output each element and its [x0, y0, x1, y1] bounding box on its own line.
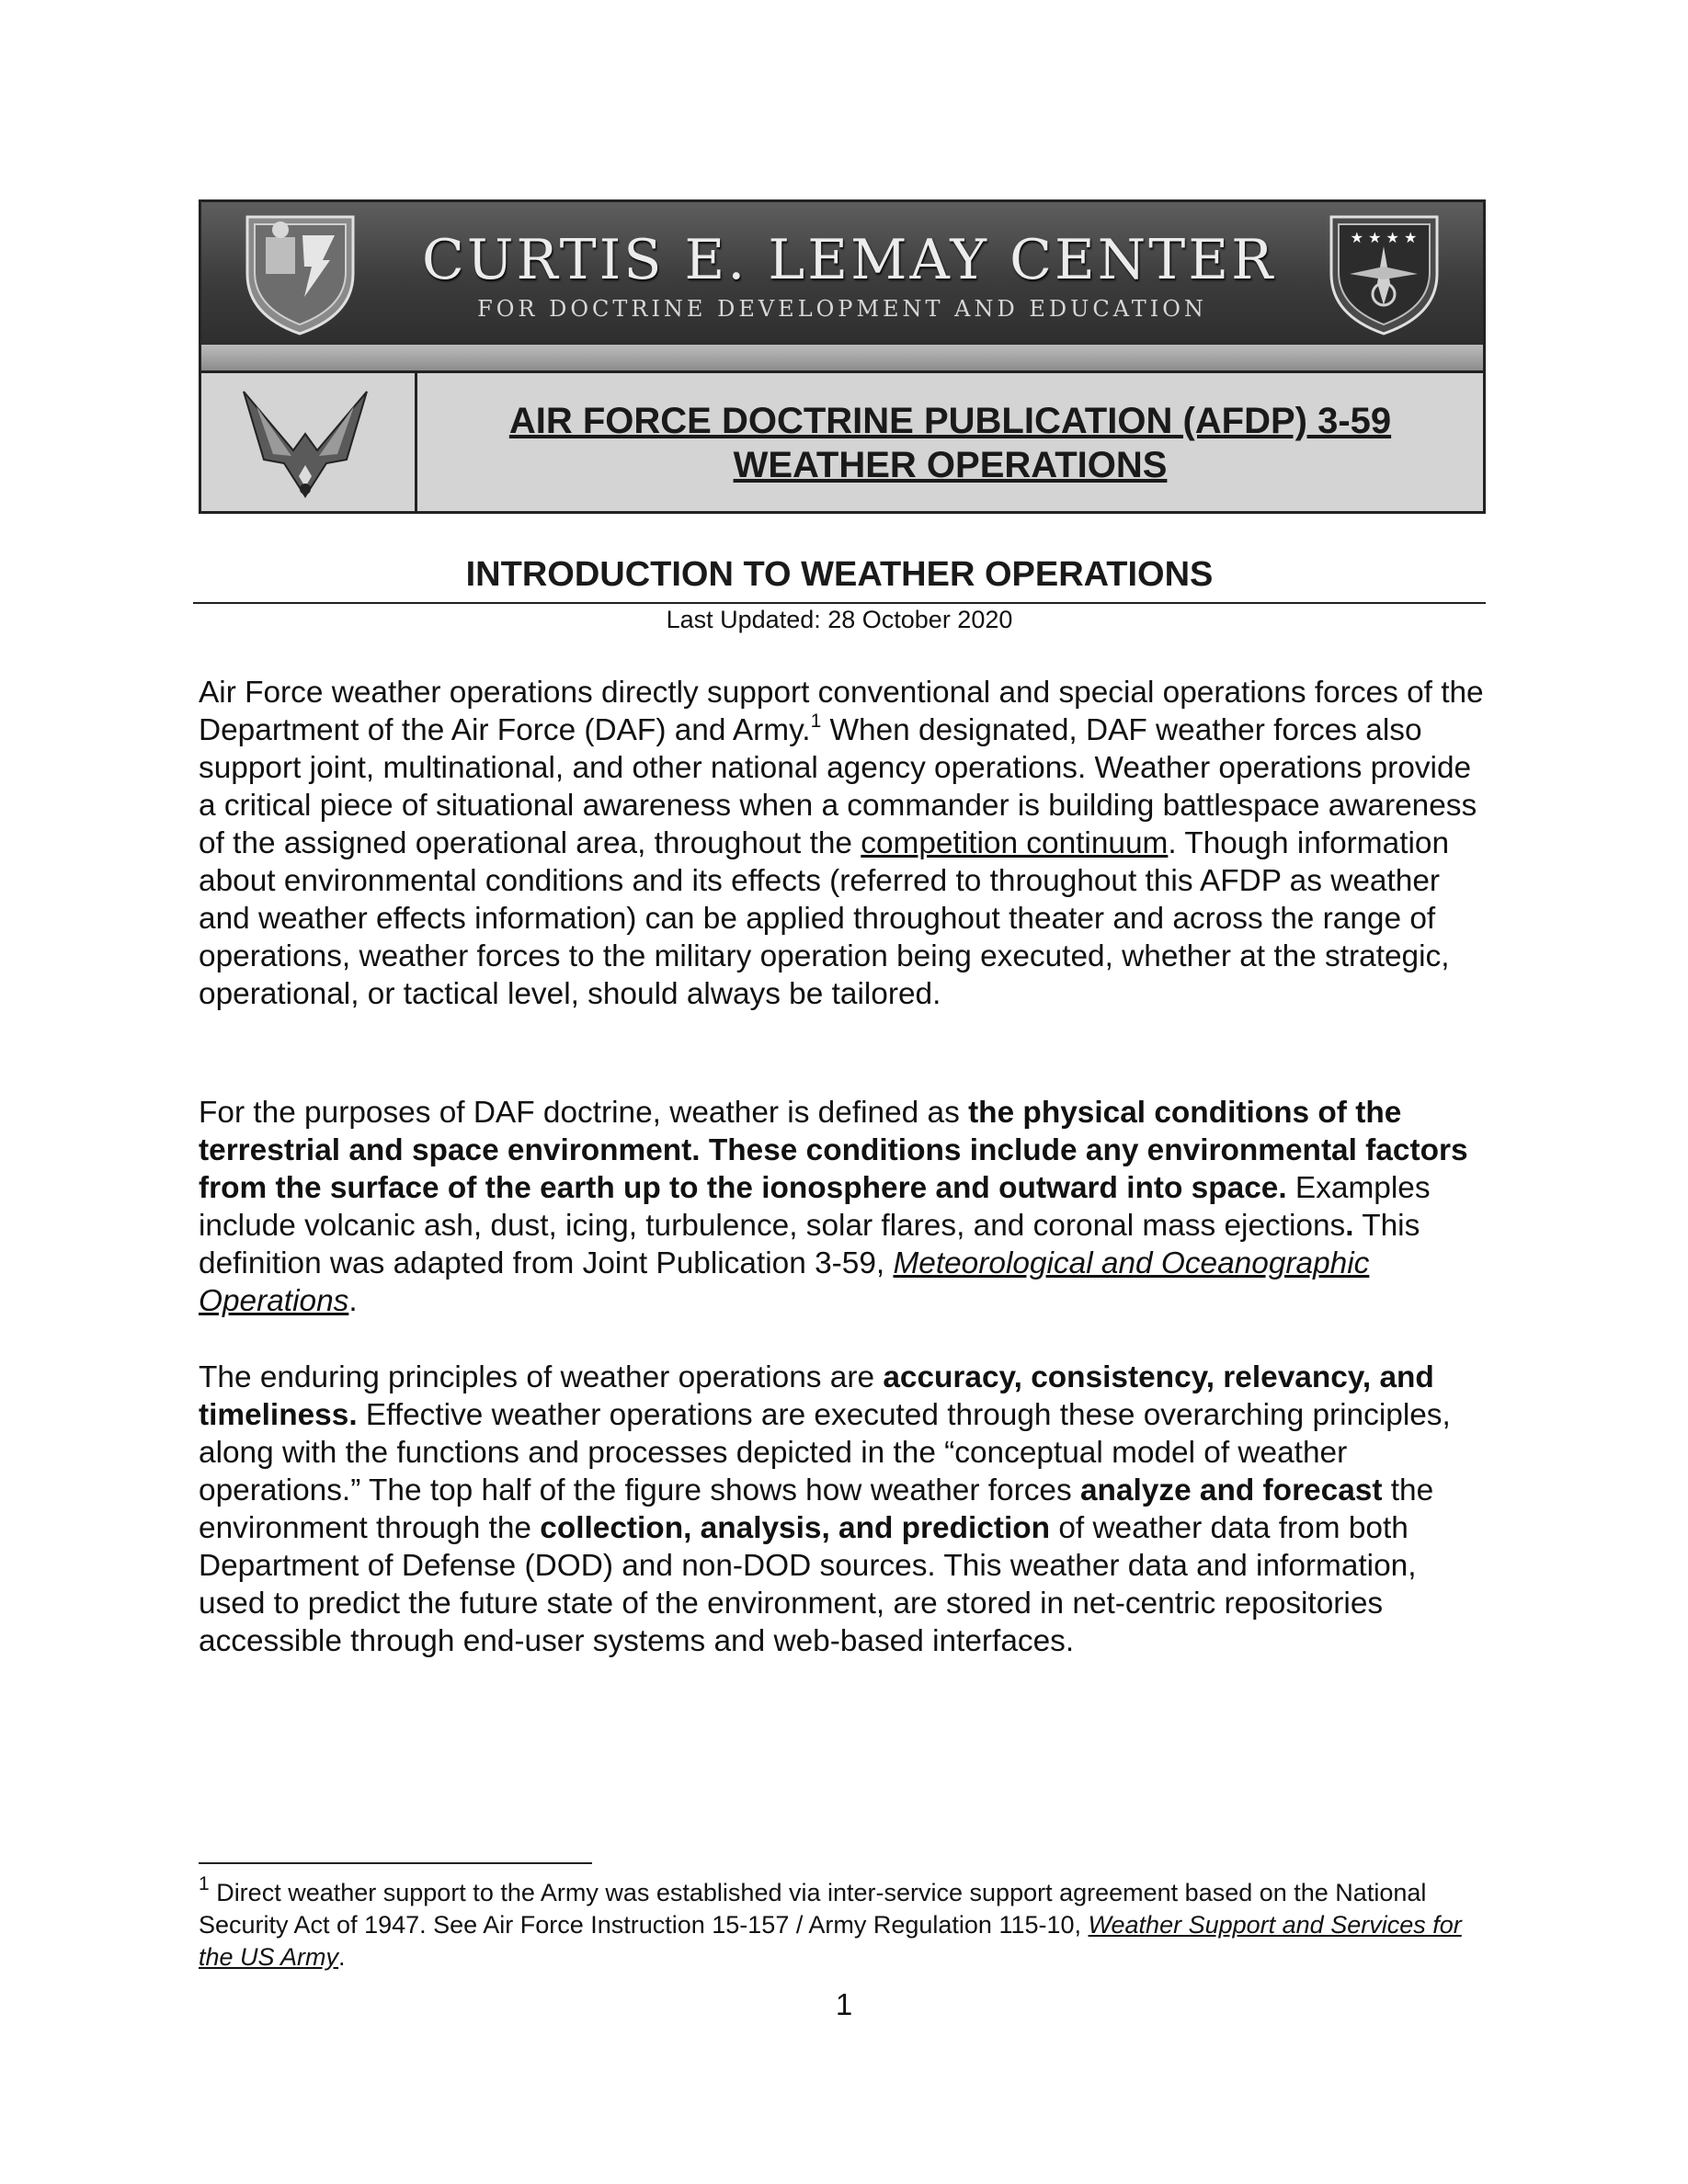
page-number: 1	[835, 1987, 853, 2021]
banner-subtitle: FOR DOCTRINE DEVELOPMENT AND EDUCATION	[477, 296, 1207, 322]
paragraph-intro	[199, 674, 1486, 1013]
air-force-symbol-icon	[236, 386, 374, 501]
lemay-center-seal-icon	[1322, 210, 1446, 338]
air-force-symbol-cell	[201, 373, 417, 511]
competition-continuum-link[interactable]: competition continuum	[861, 826, 1169, 860]
paragraph-weather-definition	[199, 1094, 1486, 1320]
bold-period: .	[1345, 1209, 1354, 1243]
weather-support-link[interactable]: Weather Support and Services for the US Army	[199, 1911, 1462, 1971]
lemay-center-banner	[201, 202, 1483, 347]
publication-title-row	[201, 373, 1483, 511]
footnote-number: 1	[199, 1873, 210, 1894]
last-updated-date: Last Updated: 28 October 2020	[666, 606, 1013, 633]
paragraph-text: The enduring principles of weather operations are	[199, 1360, 884, 1394]
bold-analyze-forecast: analyze and forecast	[1079, 1473, 1383, 1507]
svg-text:★ ★ ★ ★: ★ ★ ★ ★	[1350, 229, 1418, 246]
paragraph-text: When designated, DAF weather forces also support joint, multinational, and other national agency operations. Weather operations provide a critical piece of situational awareness when a commander is building battlespace awareness of the assigned operational area, throughout the	[199, 713, 1477, 860]
footnote-text: Direct weather support to the Army was established via inter-service support agreement based on the National Security Act of 1947. See Air Force Instruction 15-157 / Army Regulation 115-10,	[199, 1879, 1427, 1939]
joint-publication-link[interactable]: Meteorological and Oceanographic Operations	[199, 1246, 1370, 1318]
publication-header	[199, 199, 1486, 514]
publication-title-line2: WEATHER OPERATIONS	[733, 445, 1168, 485]
paragraph-text: .	[348, 1284, 358, 1318]
publication-title	[417, 399, 1483, 487]
footnote	[199, 1873, 1486, 1974]
publication-title-line1: AIR FORCE DOCTRINE PUBLICATION (AFDP) 3-59	[508, 401, 1392, 441]
paragraph-text: This definition was adapted from Joint Publication 3-59,	[199, 1209, 1420, 1280]
paragraph-text: Examples include volcanic ash, dust, icing, turbulence, solar flares, and coronal mass ejections	[199, 1171, 1431, 1243]
paragraph-text: Air Force weather operations directly support conventional and special operations forces of the Department of the Air Force (DAF) and Army.	[199, 676, 1484, 747]
paragraph-text: of weather data from both Department of Defense (DOD) and non-DOD sources. This weather data and information, used to predict the future state of the environment, are stored in net-centric repositories accessible through end-user systems and web-based interfaces.	[199, 1511, 1417, 1658]
paragraph-text: Effective weather operations are executed through these overarching principles, along with the functions and processes depicted in the “conceptual model of weather operations.” The top half of the figure shows how weather forces	[199, 1398, 1451, 1507]
bold-definition: the physical conditions of the terrestrial and space environment. These conditions include any environmental factors from the surface of the earth up to the ionosphere and outward into space.	[199, 1096, 1468, 1205]
paragraph-text: . Though information about environmental conditions and its effects (referred to throughout this AFDP as weather and weather effects information) can be applied throughout theater and across the range of operations, weather forces to the military operation being executed, whether at the strategic, operational, or tactical level, should always be tailored.	[199, 826, 1450, 1011]
section-divider	[193, 602, 1486, 604]
paragraph-principles	[199, 1359, 1486, 1660]
banner-divider-strip	[201, 345, 1483, 373]
footnote-reference[interactable]: 1	[810, 710, 822, 732]
section-title: INTRODUCTION TO WEATHER OPERATIONS	[465, 555, 1214, 594]
footnote-text: .	[338, 1943, 346, 1971]
paragraph-text: For the purposes of DAF doctrine, weather is defined as	[199, 1096, 969, 1130]
banner-title: CURTIS E. LEMAY CENTER	[422, 228, 1276, 292]
bold-principles: accuracy, consistency, relevancy, and timeliness.	[199, 1360, 1434, 1432]
air-university-seal-icon	[238, 210, 362, 338]
footnote-divider	[199, 1862, 592, 1864]
bold-collection-analysis: collection, analysis, and prediction	[540, 1511, 1051, 1545]
paragraph-text: the environment through the	[199, 1473, 1434, 1545]
